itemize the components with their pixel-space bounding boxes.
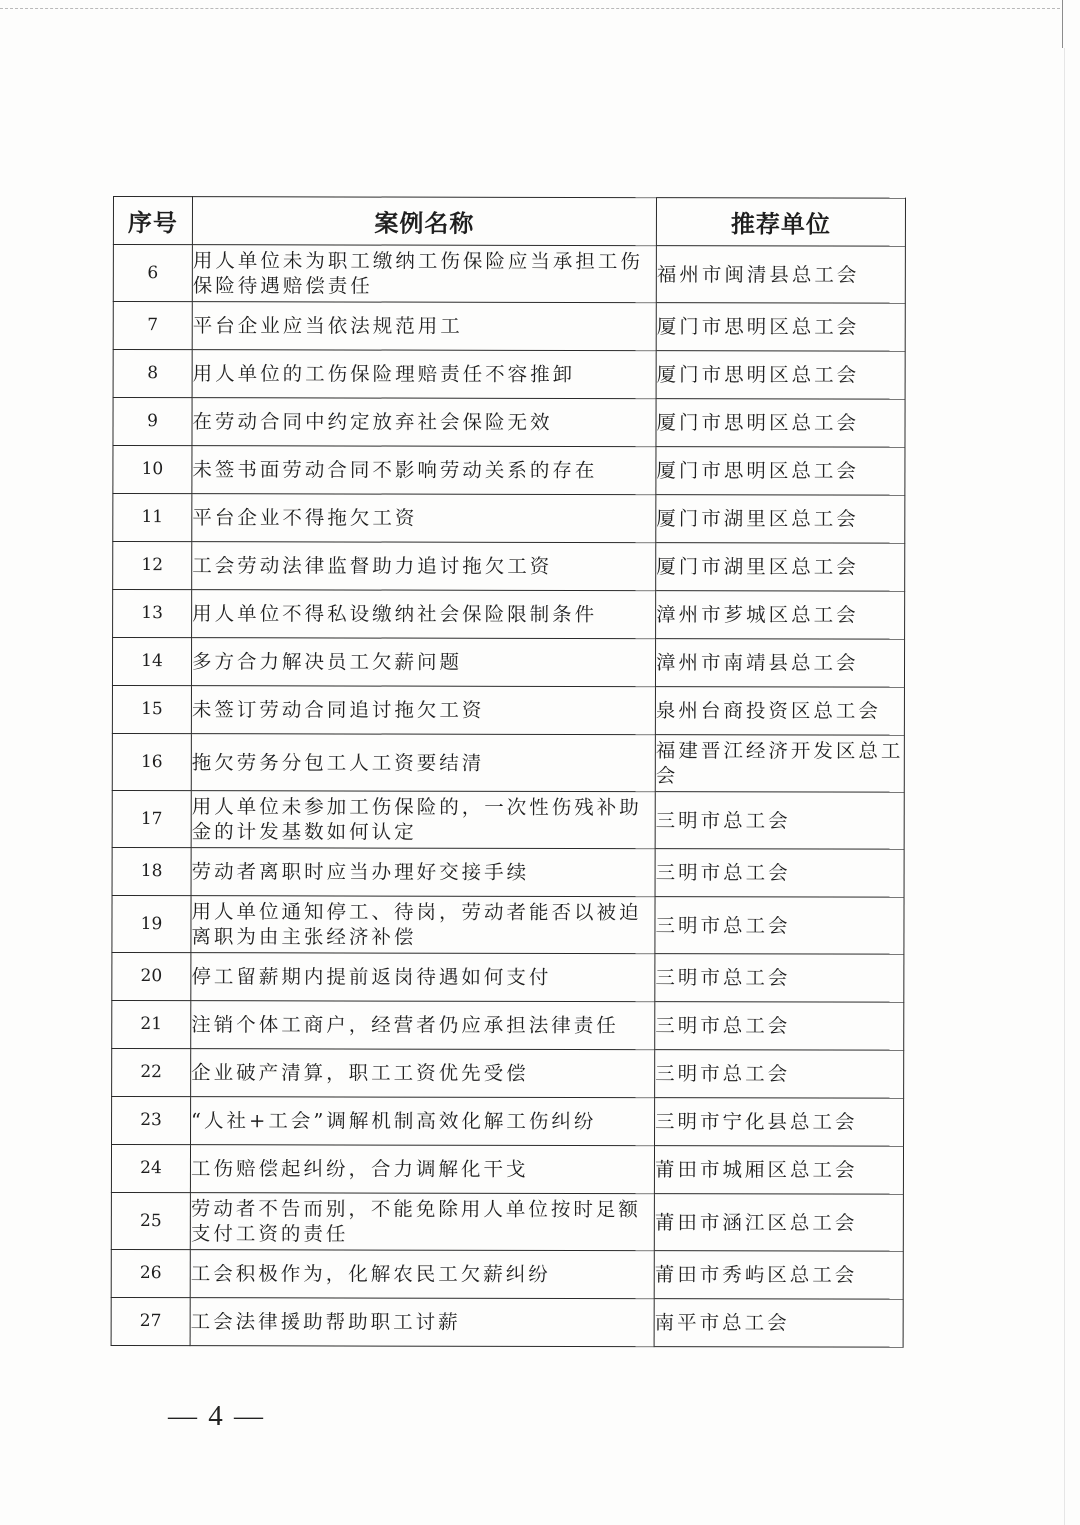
table-row <box>112 790 904 849</box>
table-row <box>111 1249 903 1299</box>
case-name: 工会劳动法律监督助力追讨拖欠工资 <box>192 542 656 591</box>
case-number: 21 <box>112 1000 191 1048</box>
case-number: 11 <box>113 494 192 542</box>
header-recommending-unit: 推荐单位 <box>656 198 905 247</box>
recommending-unit: 南平市总工会 <box>654 1299 903 1348</box>
case-number: 16 <box>112 733 191 790</box>
table-row <box>113 494 905 544</box>
case-number: 23 <box>112 1096 191 1144</box>
case-number: 15 <box>112 686 191 734</box>
case-name: 劳动者不告而别，不能免除用人单位按时足额支付工资的责任 <box>190 1193 654 1251</box>
header-row <box>113 197 905 247</box>
table-row <box>113 398 905 448</box>
recommending-unit: 厦门市思明区总工会 <box>656 447 905 496</box>
recommending-unit: 三明市宁化县总工会 <box>655 1098 904 1147</box>
case-name: 注销个体工商户，经营者仍应承担法律责任 <box>191 1001 655 1050</box>
table-body <box>111 245 905 1348</box>
table-row <box>112 847 904 897</box>
recommending-unit: 三明市总工会 <box>655 897 904 955</box>
recommending-unit: 厦门市思明区总工会 <box>656 303 905 352</box>
table-row <box>113 350 905 400</box>
case-name: 企业破产清算，职工工资优先受偿 <box>191 1049 655 1098</box>
page-number: — 4 — <box>168 1400 265 1432</box>
table-header <box>113 197 905 247</box>
recommending-unit: 泉州台商投资区总工会 <box>655 687 904 736</box>
recommending-unit: 三明市总工会 <box>655 849 904 898</box>
case-number: 17 <box>112 790 191 847</box>
table-row <box>112 952 904 1002</box>
case-number: 13 <box>113 590 192 638</box>
case-number: 25 <box>111 1192 190 1249</box>
case-number: 18 <box>112 847 191 895</box>
case-number: 6 <box>113 245 192 302</box>
scan-right-edge-faint <box>1064 48 1065 1525</box>
case-name: 未签订劳动合同追讨拖欠工资 <box>191 686 655 735</box>
case-number: 7 <box>113 302 192 350</box>
table-row <box>112 1000 904 1050</box>
table-row <box>112 733 904 792</box>
table-row <box>112 686 904 736</box>
recommending-unit: 厦门市湖里区总工会 <box>656 495 905 544</box>
recommending-unit: 福建晋江经济开发区总工会 <box>655 735 904 793</box>
case-number: 26 <box>111 1249 190 1297</box>
table-row <box>112 1096 904 1146</box>
recommending-unit: 三明市总工会 <box>655 792 904 850</box>
header-number: 序号 <box>113 197 192 245</box>
recommending-unit: 莆田市涵江区总工会 <box>654 1194 903 1252</box>
case-name: 在劳动合同中约定放弃社会保险无效 <box>192 398 656 447</box>
case-number: 19 <box>112 895 191 952</box>
case-name: 拖欠劳务分包工人工资要结清 <box>191 734 655 792</box>
case-name: 用人单位通知停工、待岗，劳动者能否以被迫离职为由主张经济补偿 <box>191 896 655 954</box>
recommending-unit: 漳州市芗城区总工会 <box>656 591 905 640</box>
table-row <box>113 245 905 304</box>
recommending-unit: 莆田市城厢区总工会 <box>654 1146 903 1195</box>
case-name: 停工留薪期内提前返岗待遇如何支付 <box>191 953 655 1002</box>
table-row <box>111 1297 903 1347</box>
recommending-unit: 三明市总工会 <box>655 1050 904 1099</box>
recommending-unit: 三明市总工会 <box>655 1002 904 1051</box>
scan-top-edge <box>0 8 1060 9</box>
header-case-name: 案例名称 <box>192 197 656 246</box>
case-number: 12 <box>113 542 192 590</box>
case-name: 工会积极作为，化解农民工欠薪纠纷 <box>190 1250 654 1299</box>
recommending-unit: 厦门市思明区总工会 <box>656 351 905 400</box>
scan-right-edge <box>1062 0 1063 48</box>
case-name: 工会法律援助帮助职工讨薪 <box>190 1298 654 1347</box>
recommending-unit: 三明市总工会 <box>655 954 904 1003</box>
case-number: 14 <box>112 638 191 686</box>
case-number: 10 <box>113 446 192 494</box>
case-number: 8 <box>113 350 192 398</box>
case-number: 9 <box>113 398 192 446</box>
case-name: 用人单位不得私设缴纳社会保险限制条件 <box>192 590 656 639</box>
case-name: 劳动者离职时应当办理好交接手续 <box>191 848 655 897</box>
table-row <box>112 1048 904 1098</box>
case-number: 24 <box>111 1144 190 1192</box>
recommending-unit: 莆田市秀屿区总工会 <box>654 1251 903 1300</box>
table-row <box>113 302 905 352</box>
table-row <box>113 590 905 640</box>
case-name: 用人单位的工伤保险理赔责任不容推卸 <box>192 350 656 399</box>
case-name: 工伤赔偿起纠纷，合力调解化干戈 <box>190 1145 654 1194</box>
case-name: 未签书面劳动合同不影响劳动关系的存在 <box>192 446 656 495</box>
recommending-unit: 漳州市南靖县总工会 <box>655 639 904 688</box>
case-name: 用人单位未为职工缴纳工伤保险应当承担工伤保险待遇赔偿责任 <box>192 245 656 303</box>
table-row <box>111 1144 903 1194</box>
table-row <box>112 895 904 954</box>
case-table <box>111 196 906 1348</box>
case-name: “人社+工会”调解机制高效化解工伤纠纷 <box>191 1097 655 1146</box>
case-name: 多方合力解决员工欠薪问题 <box>191 638 655 687</box>
recommending-unit: 厦门市思明区总工会 <box>656 399 905 448</box>
case-number: 27 <box>111 1297 190 1345</box>
case-number: 22 <box>112 1048 191 1096</box>
table-row <box>111 1192 903 1251</box>
table-row <box>113 446 905 496</box>
recommending-unit: 福州市闽清县总工会 <box>656 246 905 304</box>
table-row <box>113 542 905 592</box>
case-name: 平台企业应当依法规范用工 <box>192 302 656 351</box>
case-name: 用人单位未参加工伤保险的，一次性伤残补助金的计发基数如何认定 <box>191 791 655 849</box>
case-number: 20 <box>112 952 191 1000</box>
table-row <box>112 638 904 688</box>
case-name: 平台企业不得拖欠工资 <box>192 494 656 543</box>
recommending-unit: 厦门市湖里区总工会 <box>656 543 905 592</box>
